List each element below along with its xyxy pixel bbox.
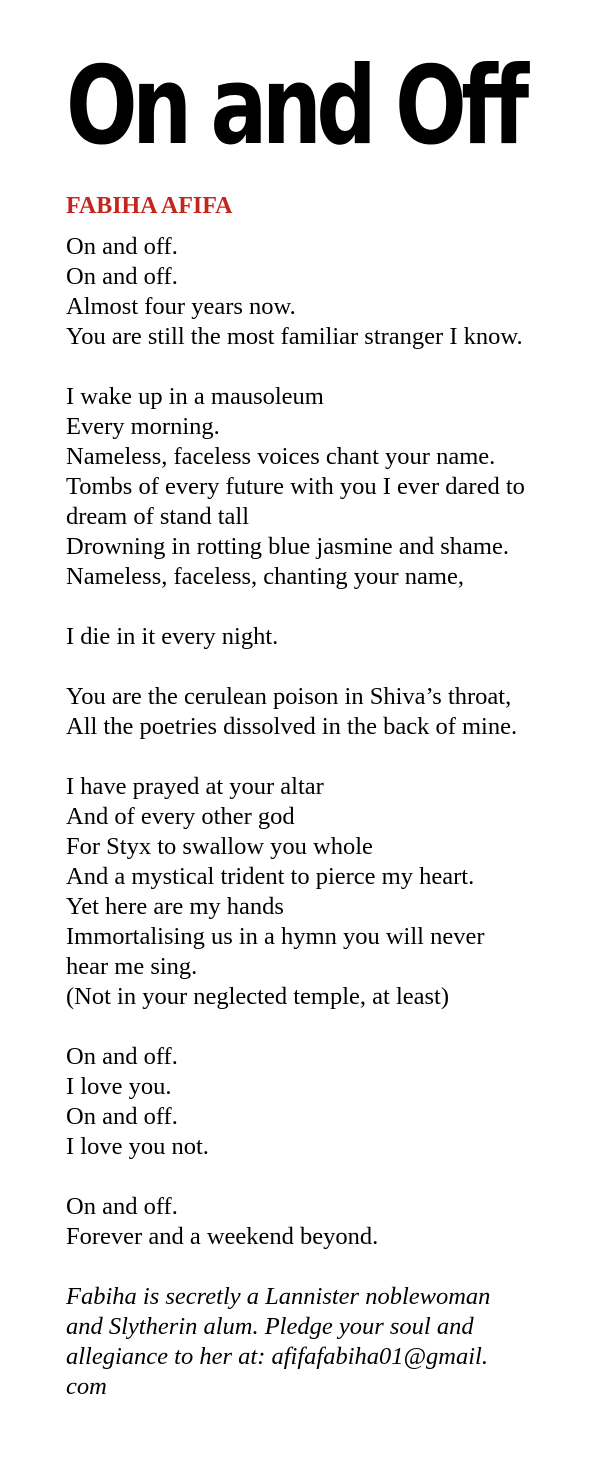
stanza [66, 772, 606, 1012]
poem-line: Immortalising us in a hymn you will never [66, 923, 485, 950]
poem-line: Drowning in rotting blue jasmine and shame. [66, 533, 509, 560]
bio-line: and Slytherin alum. Pledge your soul and [66, 1313, 474, 1340]
stanza [66, 232, 606, 352]
bio-line: com [66, 1373, 107, 1400]
poem-line: hear me sing. [66, 953, 198, 980]
stanza [66, 622, 606, 652]
bio-line: Fabiha is secretly a Lannister noblewoman [66, 1283, 491, 1310]
author-byline: FABIHA AFIFA [66, 193, 233, 219]
stanza [66, 1192, 606, 1252]
poem-line: (Not in your neglected temple, at least) [66, 983, 450, 1010]
poem-line: Yet here are my hands [66, 893, 284, 920]
poem-line: I love you not. [66, 1133, 209, 1160]
poem-body [66, 232, 606, 1282]
poem-line: On and off. [66, 1193, 178, 1220]
poem-line: I love you. [66, 1073, 172, 1100]
poem-line: Every morning. [66, 413, 220, 440]
bio-line: allegiance to her at: afifafabiha01@gmail. [66, 1343, 488, 1370]
poem-line: I have prayed at your altar [66, 773, 324, 800]
stanza [66, 682, 606, 742]
stanza [66, 1042, 606, 1162]
poem-line: And of every other god [66, 803, 295, 830]
poem-line: I wake up in a mausoleum [66, 383, 324, 410]
poem-line: Almost four years now. [66, 293, 296, 320]
poem-line: Nameless, faceless, chanting your name, [66, 563, 464, 590]
poem-line: And a mystical trident to pierce my heart. [66, 863, 475, 890]
poem-line: Nameless, faceless voices chant your name. [66, 443, 496, 470]
poem-line: On and off. [66, 1103, 178, 1130]
poem-line: I die in it every night. [66, 623, 279, 650]
poem-title: On and Off [66, 44, 524, 169]
poem-line: Forever and a weekend beyond. [66, 1223, 379, 1250]
poem-line: On and off. [66, 1043, 178, 1070]
poem-line: For Styx to swallow you whole [66, 833, 373, 860]
poem-line: dream of stand tall [66, 503, 250, 530]
poem-line: You are still the most familiar stranger I know. [66, 323, 523, 350]
author-bio [66, 1282, 546, 1402]
poem-line: On and off. [66, 233, 178, 260]
poem-line: On and off. [66, 263, 178, 290]
poem-line: You are the cerulean poison in Shiva’s throat, [66, 683, 512, 710]
poem-line: All the poetries dissolved in the back of mine. [66, 713, 518, 740]
stanza [66, 382, 606, 592]
poem-line: Tombs of every future with you I ever dared to [66, 473, 525, 500]
